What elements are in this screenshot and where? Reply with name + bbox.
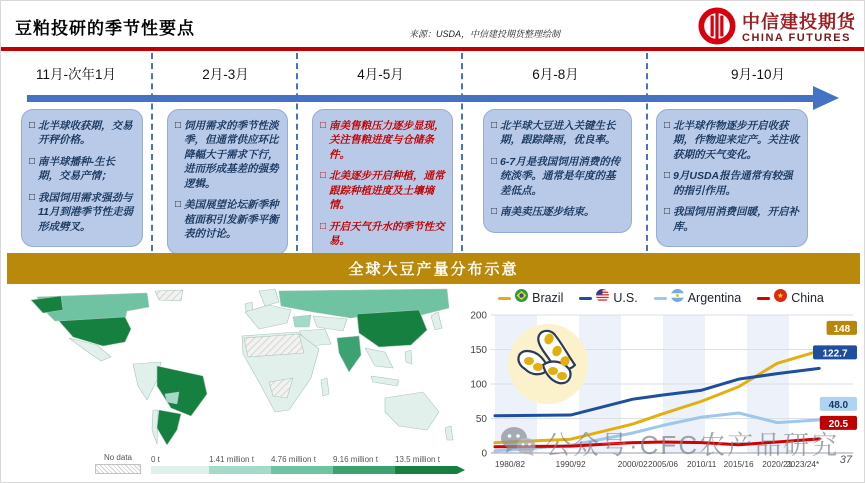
bullet-item: □ 北美逐步开启种植，通常跟踪种植进度及土壤墒情。 [320, 170, 445, 212]
svg-text:48.0: 48.0 [828, 399, 849, 411]
legend-item-brazil: Brazil [498, 289, 563, 307]
timeline-period-feb-mar [151, 53, 298, 251]
timeline-period-sep-oct [646, 53, 865, 251]
map-legend [95, 453, 459, 474]
legend-item-us: U.S. [579, 289, 637, 307]
period-label: 4月-5月 [357, 67, 404, 82]
legend-item-china: ★ China [757, 289, 824, 307]
world-map-graphic [7, 288, 459, 446]
page-number: 37 [839, 454, 852, 466]
svg-text:2015/16: 2015/16 [723, 459, 754, 469]
period-notes-box [656, 109, 808, 247]
bullet-item: □ 北半球收获期，交易开秤价格。 [29, 120, 133, 147]
argentina-flag-icon [671, 289, 684, 307]
page-title: 豆粕投研的季节性要点 [15, 19, 195, 38]
brazil-flag-icon [515, 289, 528, 307]
section-banner-title: 全球大豆产量分布示意 [7, 253, 860, 284]
scale-seg-5 [395, 466, 457, 474]
svg-text:2000/02: 2000/02 [617, 459, 648, 469]
svg-text:1990/92: 1990/92 [555, 459, 586, 469]
svg-text:2023/24*: 2023/24* [786, 459, 820, 469]
period-label: 11月-次年1月 [35, 67, 117, 82]
period-notes-box [167, 109, 288, 255]
svg-text:100: 100 [470, 379, 487, 391]
svg-text:122.7: 122.7 [822, 348, 848, 360]
brazil-line-swatch [498, 297, 511, 300]
svg-text:150: 150 [470, 345, 487, 356]
scale-seg-4 [333, 466, 395, 474]
bullet-item: □ 南美卖压逐步结束。 [491, 206, 595, 219]
header [1, 1, 865, 47]
us-flag-icon [596, 289, 609, 307]
timeline-period-apr-may [296, 53, 463, 251]
map-legend-no-data: No data [95, 453, 141, 474]
period-label: 9月-10月 [730, 67, 786, 82]
timeline-period-jun-aug [461, 53, 648, 251]
bullet-item: □ 南美售粮压力逐步显现，关注售粮进度与仓储条件。 [320, 120, 445, 161]
bullet-item: □ 南半球播种-生长期，交易产情； [29, 155, 116, 183]
period-label: 6月-8月 [532, 67, 579, 82]
period-notes-box-highlight [312, 109, 453, 262]
argentina-line-swatch [654, 297, 667, 300]
china-flag-icon [774, 289, 787, 307]
svg-text:148: 148 [833, 323, 851, 335]
bullet-item: □ 美国展望论坛新季种植面积引发新季平衡表的讨论。 [175, 199, 279, 241]
bullet-item: □ 饲用需求的季节性淡季，但通常供应环比降幅大于需求下行，进而形成基差的强势逻辑。 [175, 120, 279, 190]
svg-text:0: 0 [481, 448, 487, 460]
world-production-map [7, 288, 459, 480]
bullet-item: □ 我国饲用消费回暖，开启补库。 [664, 206, 800, 233]
us-line-swatch [579, 297, 592, 300]
china-line-swatch [757, 297, 770, 300]
header-divider [1, 47, 865, 51]
svg-text:50: 50 [475, 414, 487, 425]
svg-text:2010/11: 2010/11 [686, 459, 717, 469]
no-data-swatch [95, 464, 141, 474]
production-chart [459, 287, 863, 483]
bullet-item: □ 开启天气升水的季节性交易。 [320, 220, 445, 248]
bullet-item: □ 北半球作物逐步开启收获期，作物迎来定产。关注收获期的天气变化。 [664, 120, 800, 161]
watermark-text: 公众号·CFC农产品研究 [545, 430, 840, 460]
svg-text:200: 200 [470, 310, 487, 322]
svg-text:20.5: 20.5 [828, 418, 849, 430]
bullet-item: □ 我国饲用需求强劲与11月到港季节性走弱形成劈叉。 [29, 191, 133, 233]
timeline-section [1, 53, 865, 251]
bullet-item: □ 9月USDA报告通常有较强的指引作用。 [664, 170, 793, 197]
scale-seg-2 [209, 466, 271, 474]
period-notes-box [483, 109, 632, 233]
period-notes-box [21, 109, 143, 247]
timeline-period-nov-jan [1, 53, 151, 251]
scale-seg-1 [151, 466, 209, 474]
logo-cn-text: 中信建投期货 [742, 12, 856, 33]
company-logo [698, 7, 856, 50]
chart-legend [459, 289, 863, 307]
map-legend-scale: 0 t 1.41 million t 4.76 million t 9.16 million t 13.5 million t [151, 455, 465, 474]
bullet-item: □ 北半球大豆进入关键生长期，跟踪降雨，优良率。 [491, 120, 616, 147]
logo-en-text: CHINA FUTURES [742, 31, 851, 44]
bullet-item: □ 6-7月是我国饲用消费的传统淡季。通常是年度的基差低点。 [491, 155, 621, 197]
svg-text:2020/21: 2020/21 [762, 459, 793, 469]
citic-logo-icon [698, 7, 736, 50]
svg-text:1980/82: 1980/82 [495, 459, 525, 469]
scale-seg-3 [271, 466, 333, 474]
legend-item-argentina: Argentina [654, 289, 742, 307]
source-note: 来源：USDA，中信建投期货整理绘制 [409, 29, 561, 39]
svg-text:★: ★ [777, 290, 784, 300]
period-label: 2月-3月 [202, 67, 249, 82]
soybean-illustration [505, 321, 591, 412]
svg-text:2005/06: 2005/06 [648, 459, 678, 469]
